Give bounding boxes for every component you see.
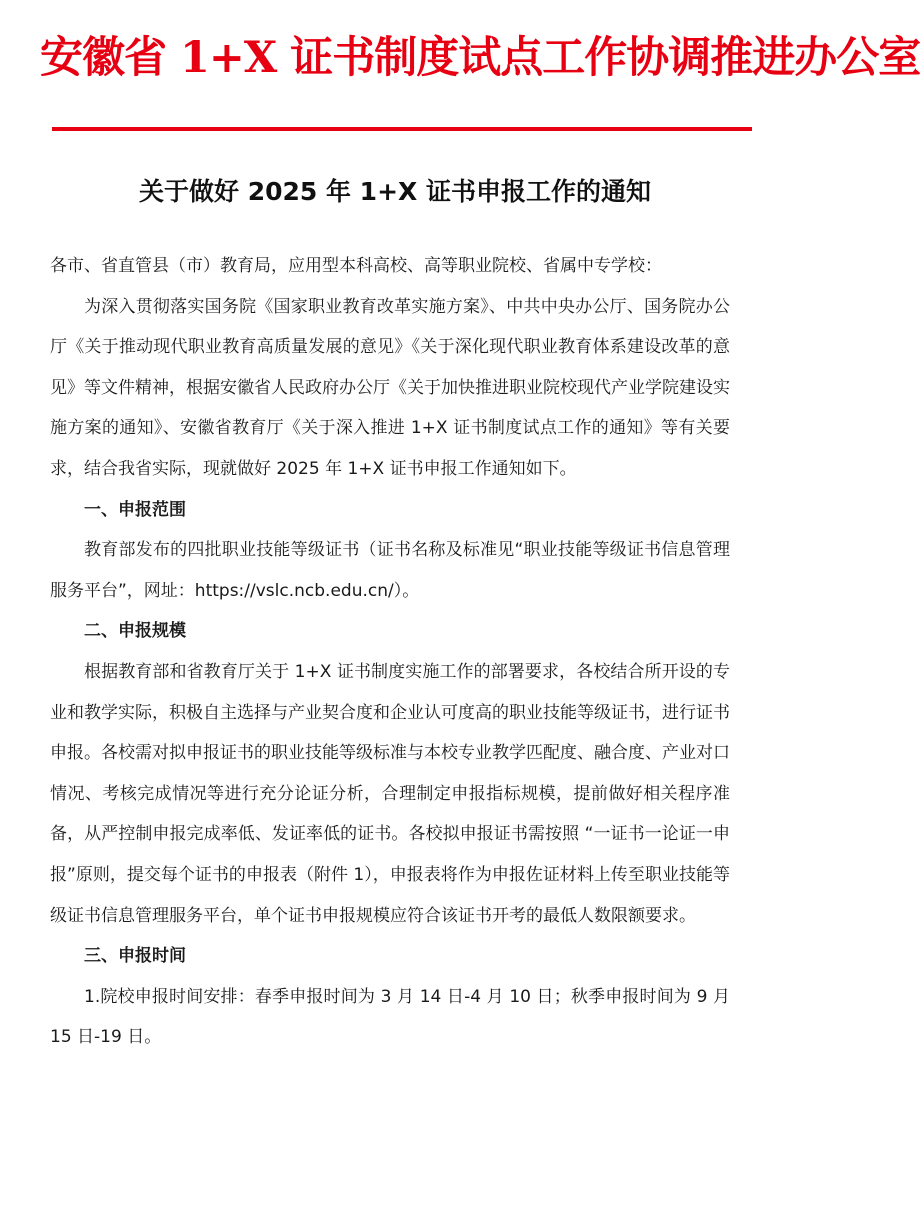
section-scope-paragraph: 教育部发布的四批职业技能等级证书（证书名称及标准见“职业技能等级证书信息管理服务平台”，网址：https://vslc.ncb.edu.cn/）。 [50, 540, 730, 601]
section-scale-paragraph: 根据教育部和省教育厅关于 1+X 证书制度实施工作的部署要求，各校结合所开设的专业和教学实际，积极自主选择与产业契合度和企业认可度高的职业技能等级证书，进行证书申报。各校需对拟申报证书的职业技能等级标准与本校专业教学匹配度、融合度、产业对口情况、考核完成情况等进行充分论证分析，合理制定申报指标规模，提前做好相关程序准备，从严控制申报完成率低、发证率低的证书。各校拟申报证书需按照 “一证书一论证一申报”原则，提交每个证书的申报表（附件 1），申报表将作为申报佐证材料上传至职业技能等级证书信息管理服务平台，单个证书申报规模应符合该证书开考的最低人数限额要求。 [50, 661, 730, 926]
intro-paragraph: 为深入贯彻落实国务院《国家职业教育改革实施方案》、中共中央办公厅、国务院办公厅《关于推动现代职业教育高质量发展的意见》《关于深化现代职业教育体系建设改革的意见》等文件精神，根据安徽省人民政府办公厅《关于加快推进职业院校现代产业学院建设实施方案的通知》、安徽省教育厅《关于深入推进 1+X 证书制度试点工作的通知》等有关要求，结合我省实际，现就做好 2025 年 1+X 证书申报工作通知如下。 [50, 296, 730, 479]
salutation: 各市、省直管县（市）教育局，应用型本科高校、高等职业院校、省属中专学校： [50, 256, 662, 276]
section-heading-time: 三、申报时间 [84, 946, 186, 967]
red-divider-line [52, 127, 752, 131]
section-time-paragraph: 1.院校申报时间安排：春季申报时间为 3 月 14 日-4 月 10 日；秋季申报时间为 9 月 15 日-19 日。 [50, 986, 730, 1048]
document-title: 关于做好 2025 年 1+X 证书申报工作的通知 [138, 177, 651, 206]
section-heading-scope: 一、申报范围 [84, 499, 186, 520]
organization-header: 安徽省 1+X 证书制度试点工作协调推进办公室 [40, 33, 920, 83]
section-heading-scale: 二、申报规模 [84, 621, 186, 642]
document-body [50, 246, 730, 1058]
